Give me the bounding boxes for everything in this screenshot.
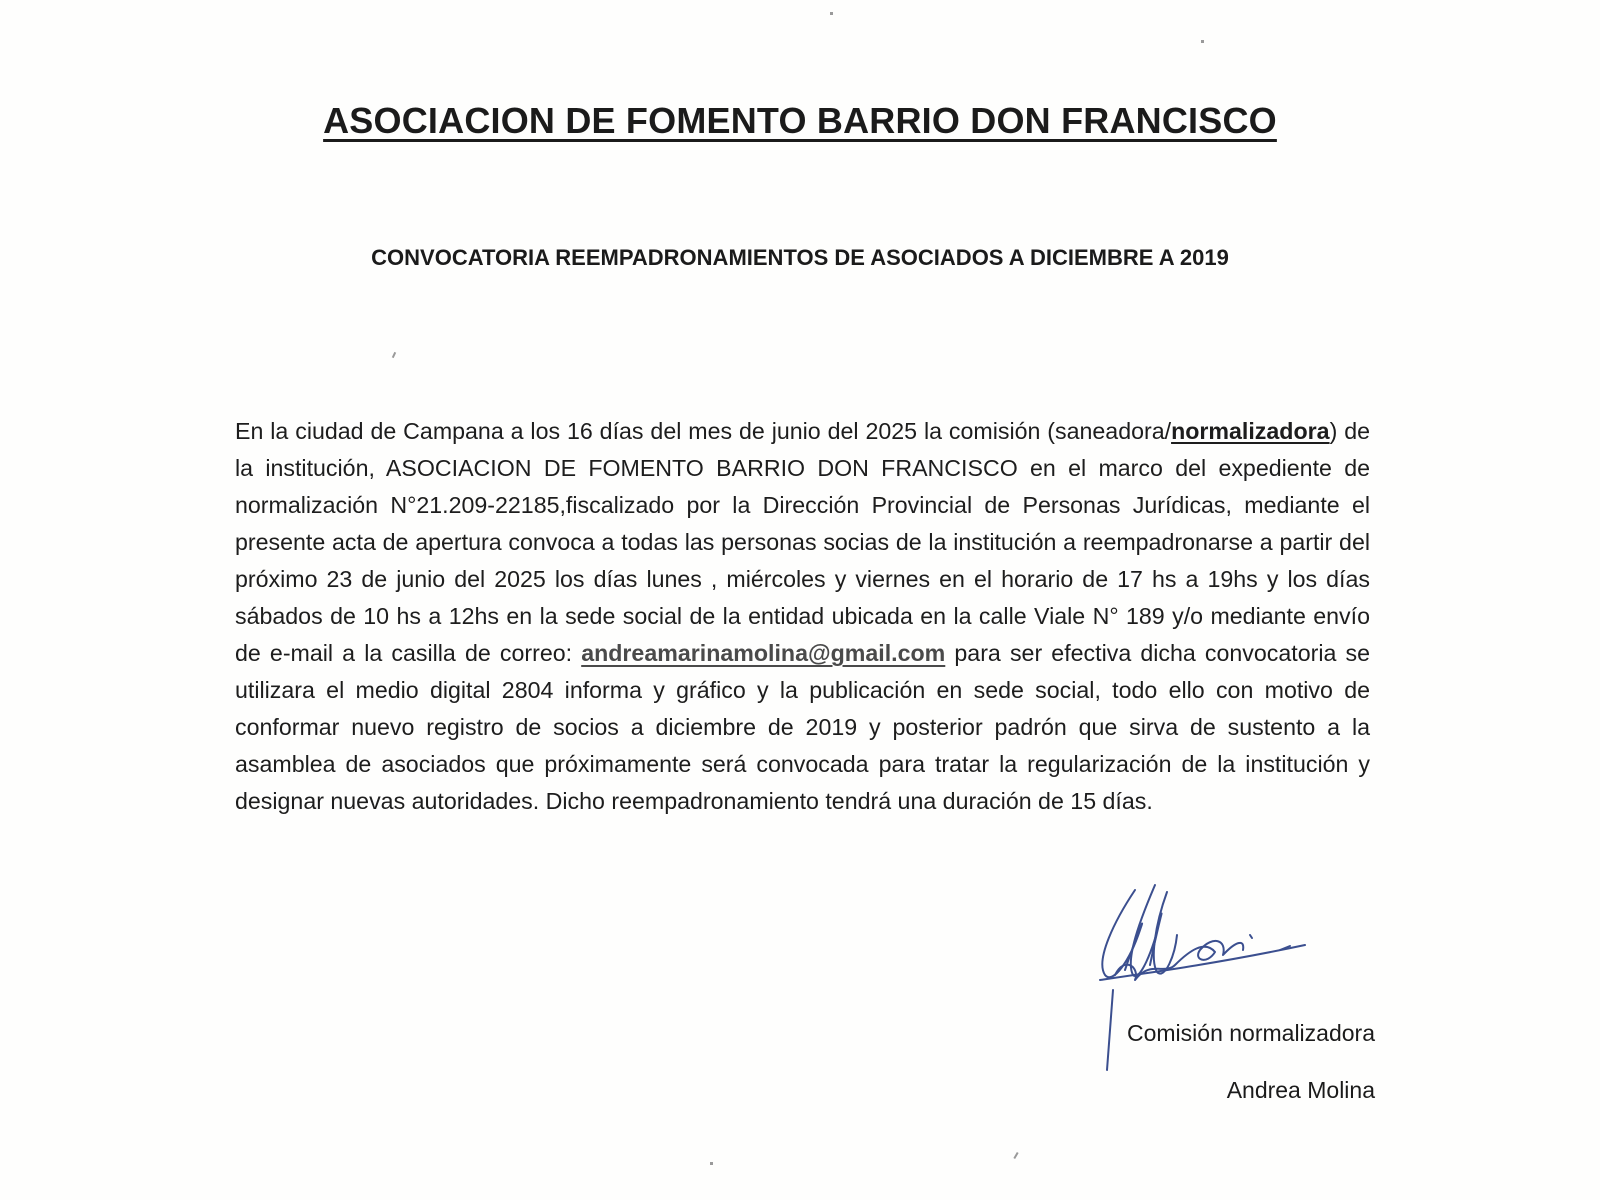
body-paragraph — [235, 413, 1370, 820]
signature-block — [1127, 1005, 1375, 1119]
body-part-1: En la ciudad de Campana a los 16 días del mes de junio del 2025 la comisión (saneadora/ — [235, 418, 1172, 444]
scan-speck — [830, 12, 833, 15]
body-part-4: para ser efectiva dicha convocatoria se utilizara el medio digital 2804 informa y gráfico y la publicación en sede social, todo ello con motivo de conformar nuevo registro de socios a diciembre de 2019 y posterior padrón que sirva de sustento a la asamblea de asociados que próximamente será convocada para tratar la regularización de la institución y designar nuevas autoridades. Dicho reempadronamiento tendrá una duración de 15 días. — [235, 640, 1370, 814]
scan-speck — [710, 1162, 713, 1165]
document-subtitle: CONVOCATORIA REEMPADRONAMIENTOS DE ASOCIADOS A DICIEMBRE A 2019 — [371, 245, 1229, 270]
body-bold-word: normalizadora — [1171, 418, 1330, 444]
document-title — [0, 100, 1600, 142]
scan-speck — [1201, 40, 1204, 43]
body-part-3: ) de la institución, ASOCIACION DE FOMENTO BARRIO DON FRANCISCO en el marco del expediente de normalización N°21.209-22185,fiscalizado por la Dirección Provincial de Personas Jurídicas, mediante el presente acta de apertura convoca a todas las personas socias de la institución a reempadronarse a partir del próximo 23 de junio del 2025 los días lunes , miércoles y viernes en el horario de 17 hs a 19hs y los días sábados de 10 hs a 12hs en la sede social de la entidad ubicada en la calle Viale N° 189 y/o mediante envío de e-mail a la casilla de correo: — [235, 418, 1370, 666]
signature-name: Andrea Molina — [1226, 1077, 1375, 1103]
email-link[interactable]: andreamarinamolina@gmail.com — [581, 640, 946, 666]
scan-speck — [1013, 1152, 1018, 1159]
title-text: ASOCIACION DE FOMENTO BARRIO DON FRANCISCO — [323, 100, 1277, 141]
scan-speck — [392, 352, 396, 358]
signature-role: Comisión normalizadora — [1127, 1020, 1375, 1046]
